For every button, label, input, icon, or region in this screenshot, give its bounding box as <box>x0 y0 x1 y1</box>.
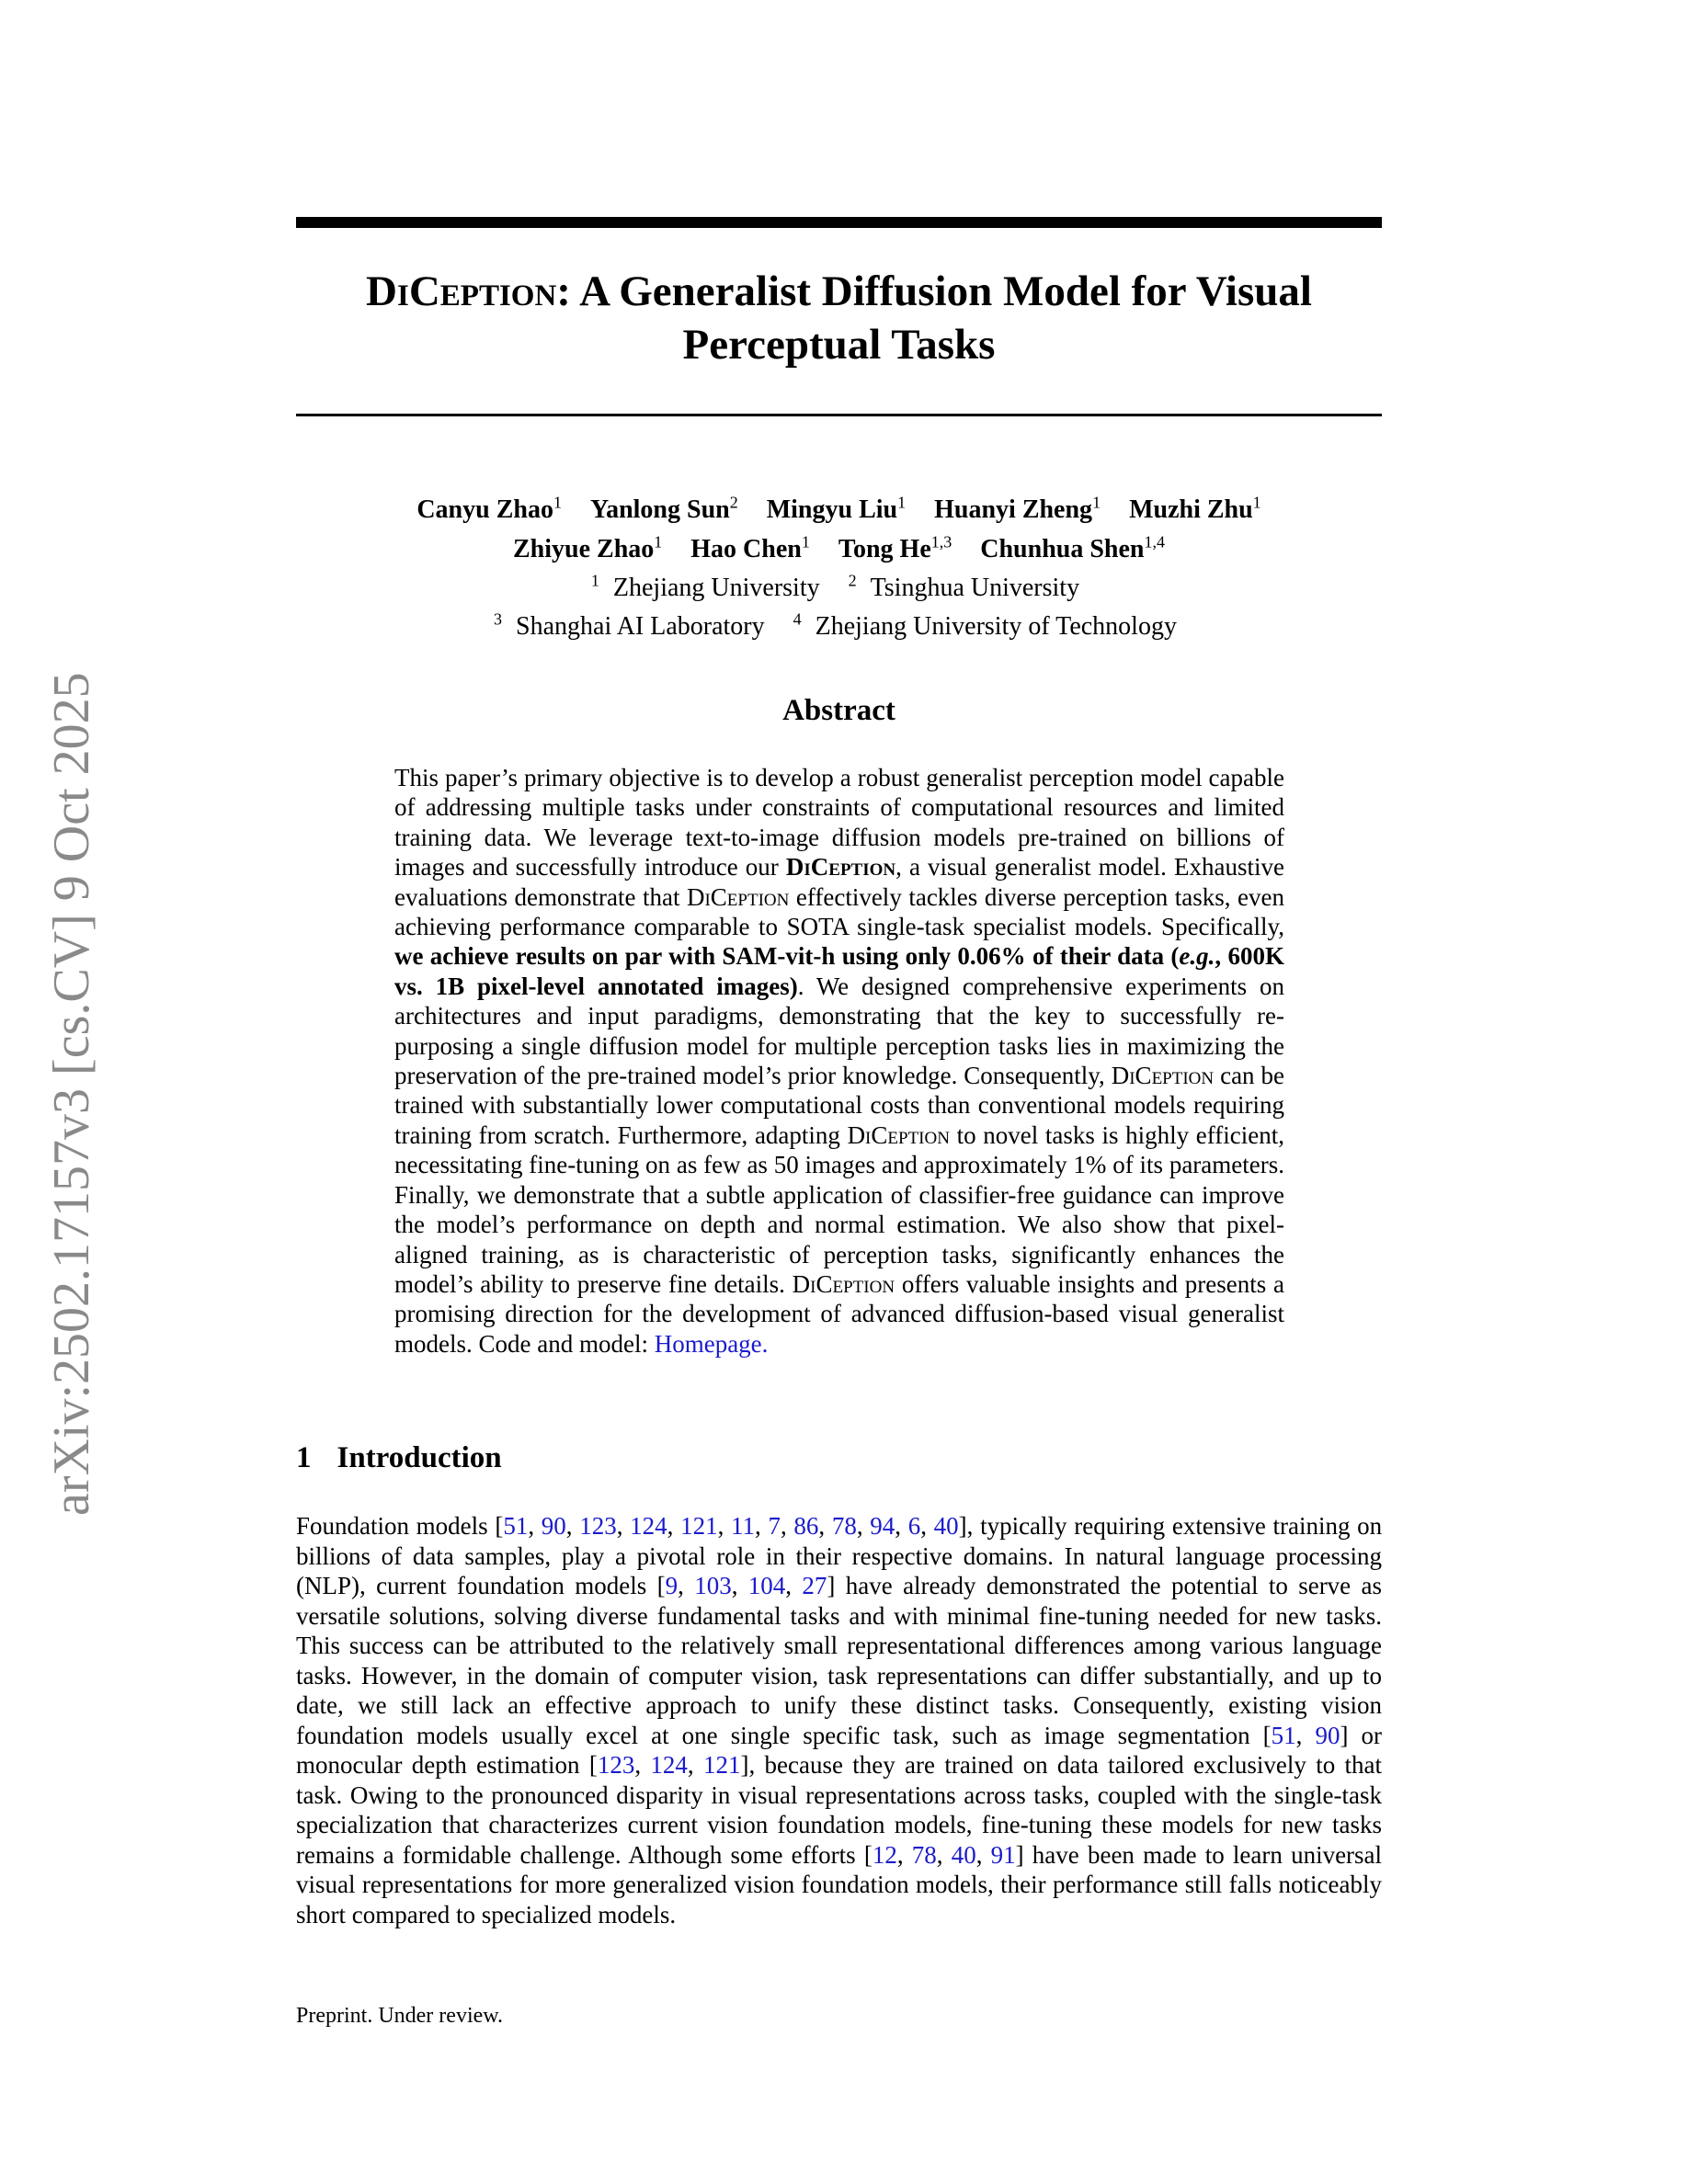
author: Hao Chen$^1$ <box>690 532 810 563</box>
title-rule-bottom <box>296 414 1382 416</box>
citation-link[interactable]: 123 <box>597 1751 635 1779</box>
citation-link[interactable]: 123 <box>579 1512 617 1540</box>
author-line-2 <box>276 526 1402 564</box>
affiliation: $^1$ Zhejiang University <box>590 571 820 602</box>
paper-title <box>276 265 1402 371</box>
author: Huanyi Zheng$^1$ <box>934 494 1101 525</box>
abstract-text: This paper’s primary objective is to develop a robust generalist perception model capable of addressing multiple tasks under constraints of computational resources and limited training data. We leverage text-to-image diffusion models pre-trained on billions of images and successfully introduce our DiCeption, a visual generalist model. Exhaustive evaluations demonstrate that DiCeption effectively tackles diverse perception tasks, even achieving performance comparable to SOTA single-task specialist models. Specifically, we achieve results on par with SAM-vit-h using only 0.06% of their data (e.g., 600K vs. 1B pixel-level annotated images). We designed comprehensive experiments on architectures and input paradigms, demonstrating that the key to successfully re-purposing a single diffusion model for multiple perception tasks lies in maximizing the preservation of the pre-trained model’s prior knowledge. Consequently, DiCeption can be trained with substantially lower computational costs than conventional models requiring training from scratch. Furthermore, adapting DiCeption to novel tasks is highly efficient, necessitating fine-tuning on as few as 50 images and approximately 1% of its parameters. Finally, we demonstrate that a subtle application of classifier-free guidance can improve the model’s performance on depth and normal estimation. We also show that pixel-aligned training, as is characteristic of perception tasks, significantly enhances the model’s ability to preserve fine details. DiCeption offers valuable insights and presents a promising direction for the development of advanced diffusion-based visual generalist models. Code and model: Homepage. <box>394 764 1285 1358</box>
citation-group: 123, 124, 121 <box>597 1751 741 1779</box>
author: Yanlong Sun$^2$ <box>589 494 738 525</box>
affiliation: $^4$ Zhejiang University of Technology <box>793 609 1177 642</box>
citation-link[interactable]: 103 <box>694 1572 732 1599</box>
author: Muzhi Zhu$^1$ <box>1129 494 1261 525</box>
citation-link[interactable]: 91 <box>990 1840 1016 1869</box>
author-line-1 <box>276 487 1402 526</box>
citation-link[interactable]: 78 <box>831 1512 857 1540</box>
citation-group: 51, 90, 123, 124, 121, 11, 7, 86, 78, 94, 6, 40 <box>503 1512 959 1540</box>
title-rest: : A Generalist Diffusion Model for Visual Perceptual Tasks <box>556 267 1312 369</box>
affiliation-line-2 <box>276 604 1402 643</box>
citation-link[interactable]: 51 <box>1271 1721 1296 1749</box>
citation-link[interactable]: 94 <box>870 1512 895 1540</box>
citation-link[interactable]: 12 <box>872 1840 897 1869</box>
citation-link[interactable]: 27 <box>802 1572 827 1599</box>
introduction-paragraph: Foundation models [51, 90, 123, 124, 121, 11, 7, 86, 78, 94, 6, 40], typically requiring extensive training on billions of data samples, play a pivotal role in their respective domains. In natural language processing (NLP), current foundation models [9, 103, 104, 27] have already demonstrated the potential to serve as versatile solutions, solving diverse fundamental tasks and with minimal fine-tuning needed for new tasks. This success can be attributed to the relatively small representational differences among various language tasks. However, in the domain of computer vision, task representations can differ substantially, and up to date, we still lack an effective approach to unify these distinct tasks. Consequently, existing vision foundation models usually excel at one single specific task, such as image segmentation [51, 90] or monocular depth estimation [123, 124, 121], because they are trained on data tailored exclusively to that task. Owing to the pronounced disparity in visual representations across tasks, coupled with the single-task specialization that characterizes current vision foundation models, fine-tuning these models for new tasks remains a formidable challenge. Although some efforts [12, 78, 40, 91] have been made to learn universal visual representations for more generalized vision foundation models, their performance still falls noticeably short compared to specialized models. <box>296 1512 1383 1928</box>
citation-link[interactable]: 11 <box>731 1512 756 1540</box>
citation-link[interactable]: 124 <box>650 1751 688 1779</box>
affiliation: $^3$ Shanghai AI Laboratory <box>494 609 765 642</box>
author: Tong He$^{1,3}$ <box>838 532 952 563</box>
arxiv-identifier: arXiv:2502.17157v3 [cs.CV] 9 Oct 2025 <box>43 672 100 1516</box>
author: Chunhua Shen$^{1,4}$ <box>980 532 1165 563</box>
author: Mingyu Liu$^1$ <box>766 494 907 525</box>
citation-link[interactable]: 51 <box>503 1512 529 1540</box>
section-heading-introduction: 1 Introduction <box>296 1441 502 1474</box>
author: Canyu Zhao$^1$ <box>416 494 562 525</box>
citation-link[interactable]: 7 <box>768 1512 781 1540</box>
title-rule-top <box>296 217 1382 228</box>
citation-link[interactable]: 104 <box>747 1572 786 1599</box>
citation-link[interactable]: 86 <box>793 1512 819 1540</box>
citation-group: 51, 90 <box>1271 1721 1340 1749</box>
homepage-link[interactable]: Homepage. <box>654 1329 769 1358</box>
citation-link[interactable]: 6 <box>907 1512 921 1540</box>
citation-link[interactable]: 90 <box>541 1512 566 1540</box>
author: Zhiyue Zhao$^1$ <box>513 532 663 563</box>
affiliation-line-1 <box>276 565 1402 604</box>
citation-link[interactable]: 121 <box>680 1512 718 1540</box>
author-block <box>276 487 1402 643</box>
footer-note: Preprint. Under review. <box>296 2004 504 2028</box>
citation-link[interactable]: 90 <box>1315 1721 1340 1749</box>
citation-link[interactable]: 40 <box>951 1840 976 1869</box>
citation-link[interactable]: 124 <box>630 1512 667 1540</box>
title-model-name: DiCeption <box>366 267 557 315</box>
citation-link[interactable]: 121 <box>702 1751 741 1779</box>
citation-link[interactable]: 9 <box>665 1572 679 1599</box>
affiliation: $^2$ Tsinghua University <box>848 571 1080 602</box>
citation-link[interactable]: 78 <box>911 1840 937 1869</box>
citation-group: 12, 78, 40, 91 <box>872 1840 1016 1869</box>
abstract-heading: Abstract <box>782 694 895 727</box>
citation-group: 9, 103, 104, 27 <box>665 1572 827 1599</box>
citation-link[interactable]: 40 <box>933 1512 959 1540</box>
